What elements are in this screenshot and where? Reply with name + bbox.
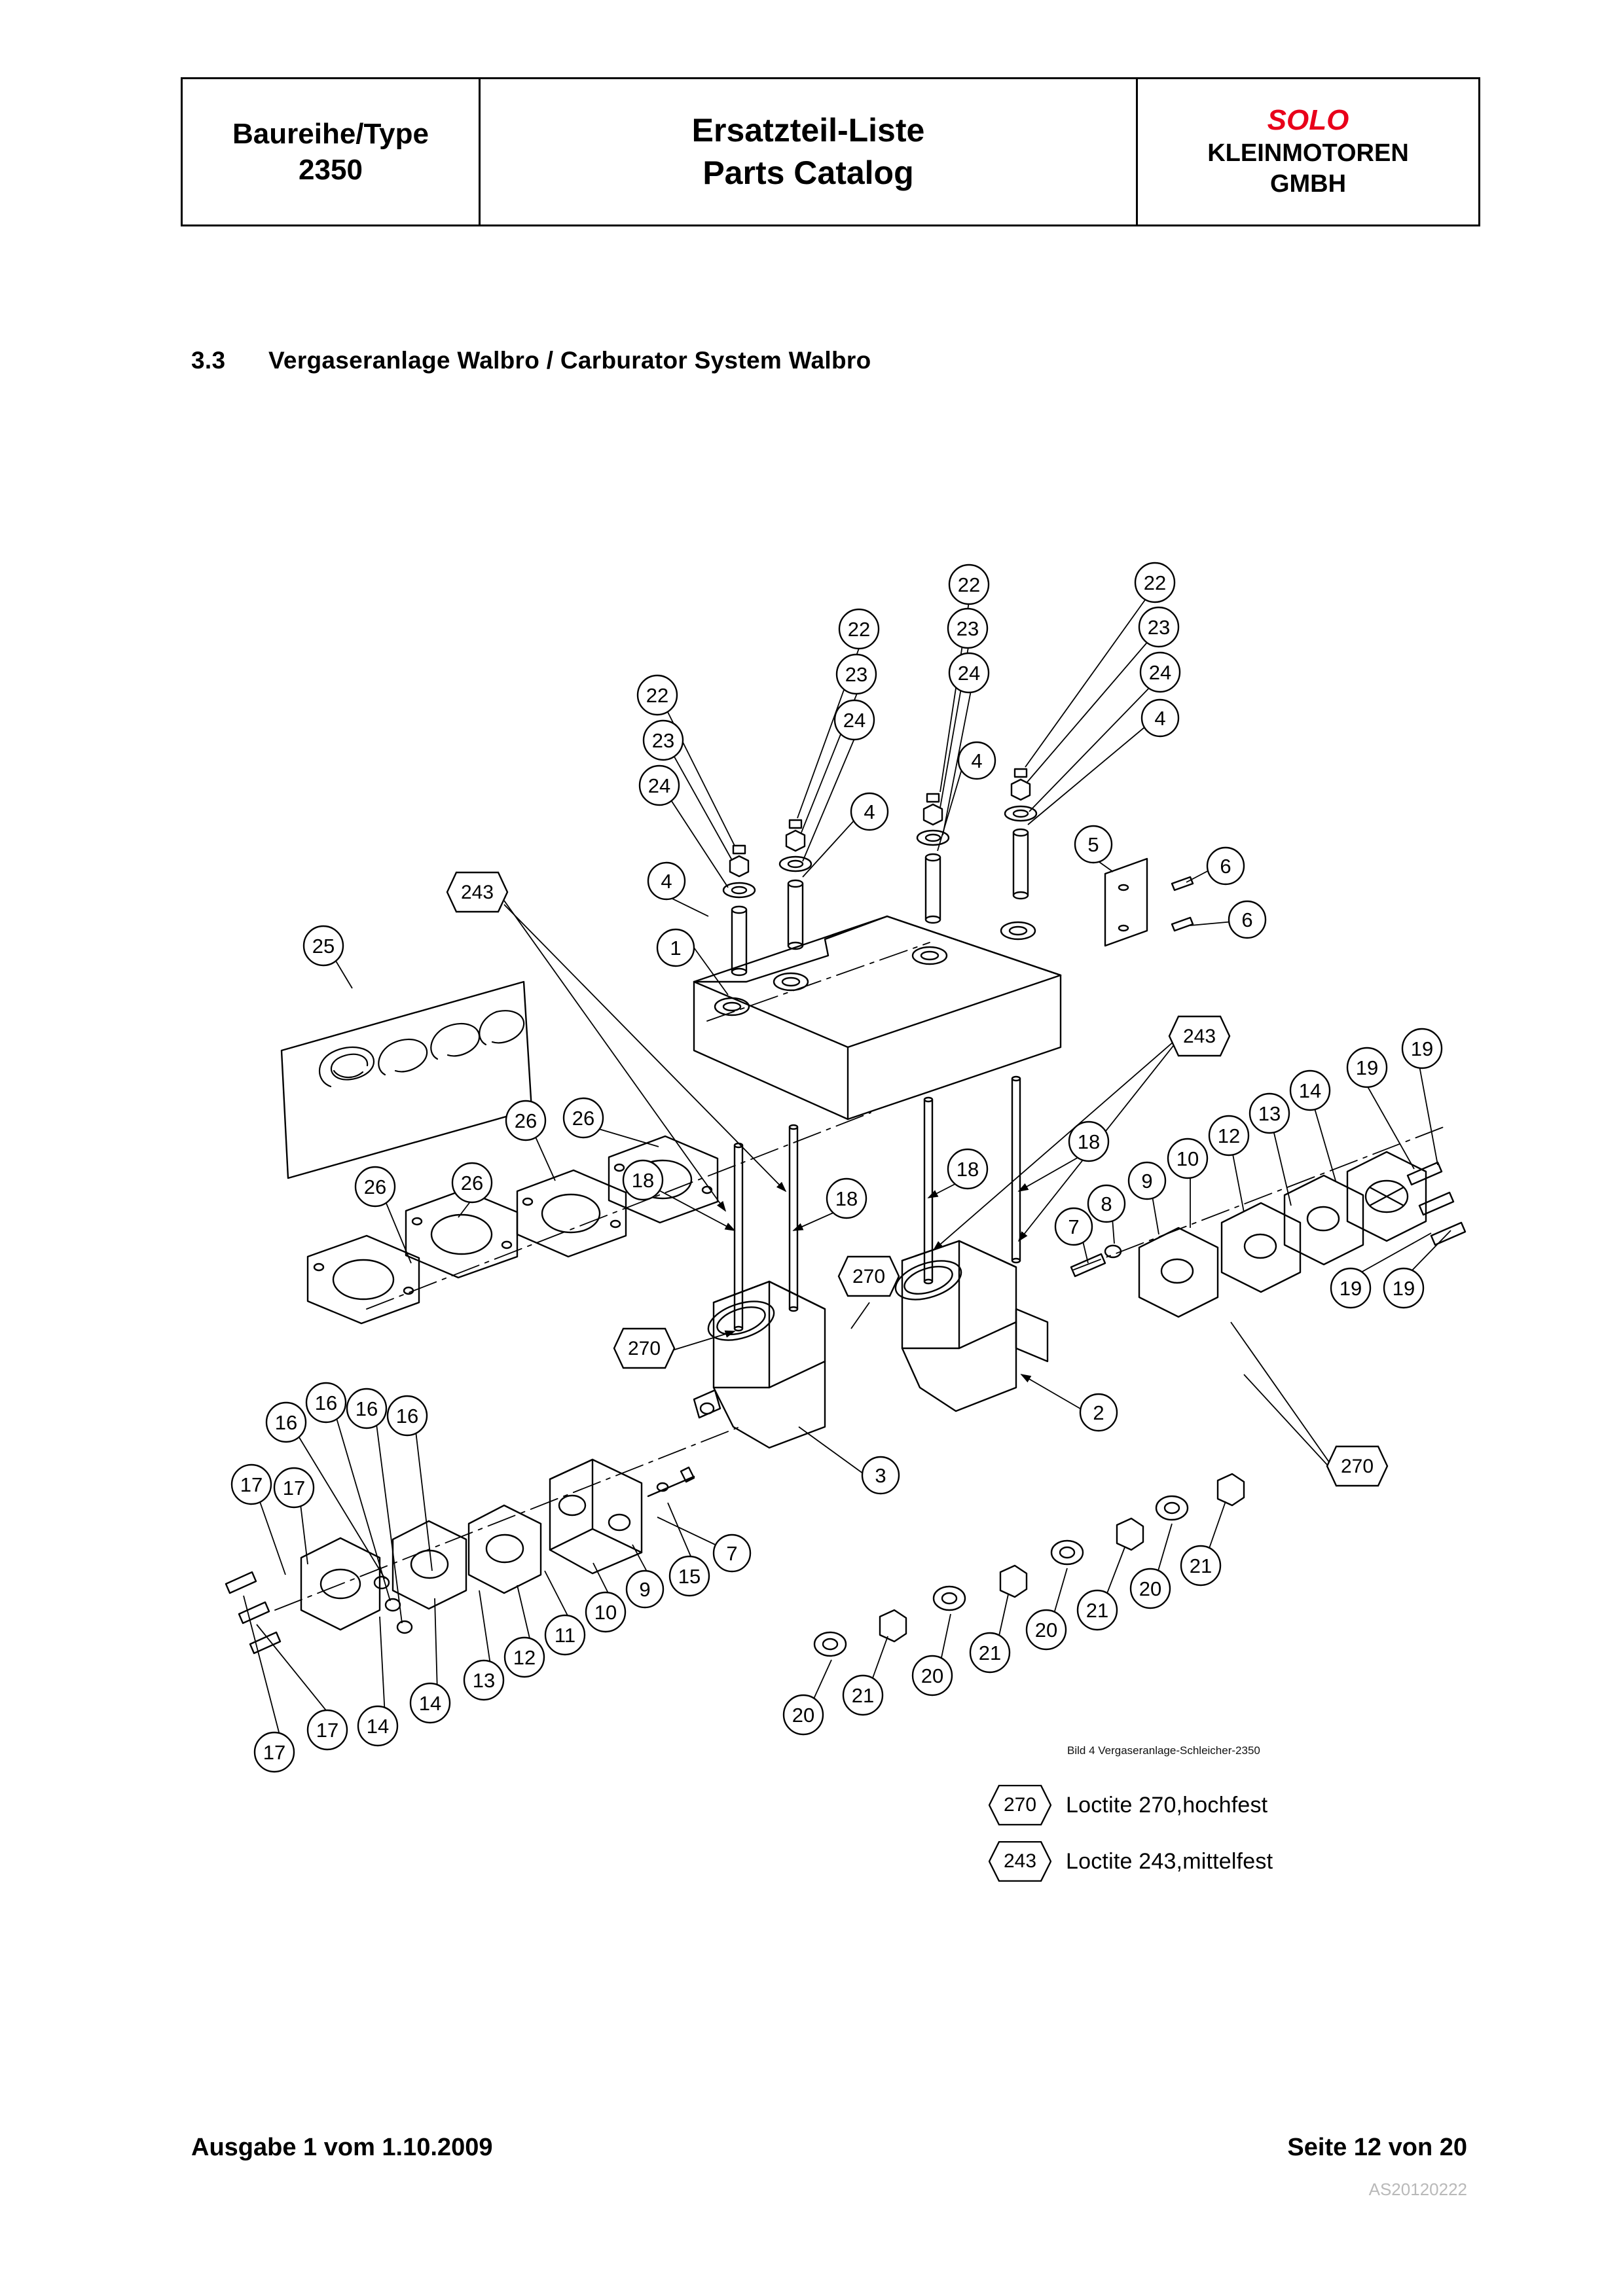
callout-13 — [464, 1660, 503, 1700]
callout-18 — [623, 1160, 663, 1200]
header-type-value: 2350 — [299, 154, 363, 186]
section-heading — [191, 347, 871, 374]
svg-text:24: 24 — [647, 774, 671, 797]
callout-10 — [586, 1592, 625, 1632]
svg-text:20: 20 — [921, 1664, 944, 1687]
svg-text:19: 19 — [1392, 1277, 1415, 1300]
footer-page: Seite 12 von 20 — [1287, 2134, 1467, 2161]
svg-text:24: 24 — [843, 709, 866, 732]
svg-text:22: 22 — [847, 618, 871, 641]
callout-1 — [657, 929, 694, 966]
svg-text:21: 21 — [1085, 1599, 1109, 1622]
svg-text:8: 8 — [1101, 1193, 1112, 1215]
brand-line2: KLEINMOTOREN — [1207, 139, 1409, 167]
callout-17 — [232, 1465, 271, 1504]
svg-text:24: 24 — [1148, 661, 1172, 684]
svg-text:18: 18 — [1077, 1130, 1101, 1153]
header-title-de: Ersatzteil-Liste — [691, 112, 925, 149]
callout-7 — [714, 1535, 750, 1571]
callout-4 — [851, 793, 888, 830]
cover-plate-part — [1105, 859, 1193, 946]
callout-24 — [1140, 653, 1180, 692]
callout-14 — [1290, 1071, 1330, 1110]
callout-17 — [255, 1732, 294, 1772]
callout-23 — [948, 609, 987, 648]
svg-text:23: 23 — [845, 663, 868, 686]
callout-10 — [1168, 1139, 1207, 1178]
svg-text:19: 19 — [1355, 1056, 1379, 1079]
legend-text-243: Loctite 243,mittelfest — [1066, 1848, 1273, 1874]
callout-4 — [1142, 700, 1178, 736]
callout-3 — [862, 1457, 899, 1494]
brand-name: SOLO — [1267, 104, 1349, 137]
svg-text:23: 23 — [651, 729, 675, 752]
svg-text:25: 25 — [312, 935, 335, 958]
callout-24 — [835, 700, 874, 740]
callout-243 — [447, 872, 507, 912]
footer-edition: Ausgabe 1 vom 1.10.2009 — [191, 2134, 493, 2161]
svg-text:10: 10 — [594, 1601, 617, 1624]
legend — [989, 1777, 1273, 1890]
svg-text:6: 6 — [1241, 908, 1253, 931]
svg-text:20: 20 — [1139, 1577, 1162, 1600]
callout-14 — [358, 1706, 397, 1746]
svg-text:7: 7 — [1068, 1215, 1080, 1238]
right-intake-manifold — [891, 1241, 1048, 1411]
svg-text:16: 16 — [274, 1411, 298, 1434]
legend-text-270: Loctite 270,hochfest — [1066, 1792, 1268, 1818]
legend-row — [989, 1777, 1273, 1833]
callout-26 — [452, 1163, 492, 1202]
callout-243 — [1169, 1016, 1230, 1056]
svg-text:2: 2 — [1093, 1401, 1104, 1424]
callout-21 — [843, 1676, 883, 1715]
svg-text:17: 17 — [282, 1477, 306, 1499]
svg-text:4: 4 — [864, 800, 875, 823]
svg-text:270: 270 — [1340, 1456, 1374, 1477]
svg-text:20: 20 — [792, 1704, 815, 1727]
callout-22 — [839, 609, 879, 649]
svg-text:21: 21 — [978, 1641, 1002, 1664]
svg-text:14: 14 — [1298, 1079, 1322, 1102]
callout-18 — [1069, 1122, 1108, 1161]
svg-text:15: 15 — [678, 1565, 701, 1588]
callout-23 — [644, 721, 683, 760]
callout-18 — [827, 1179, 866, 1218]
callout-16 — [266, 1403, 306, 1442]
svg-text:19: 19 — [1410, 1037, 1434, 1060]
callout-5 — [1075, 826, 1112, 863]
svg-text:14: 14 — [418, 1692, 442, 1715]
callout-21 — [1181, 1546, 1220, 1585]
callout-20 — [784, 1695, 823, 1734]
brand-line3: GMBH — [1269, 170, 1347, 198]
callout-9 — [1129, 1162, 1165, 1199]
header-type-cell — [183, 79, 481, 224]
callout-9 — [627, 1571, 663, 1607]
callout-23 — [837, 655, 876, 694]
figure-svg — [0, 458, 1623, 1833]
hex-marker-270 — [989, 1785, 1051, 1825]
header-title-en: Parts Catalog — [702, 154, 914, 191]
svg-text:11: 11 — [554, 1624, 576, 1647]
svg-text:22: 22 — [1143, 571, 1167, 594]
callout-11 — [545, 1615, 585, 1655]
callout-270 — [1327, 1446, 1387, 1486]
svg-text:16: 16 — [355, 1397, 378, 1420]
svg-text:270: 270 — [627, 1338, 661, 1359]
callout-16 — [347, 1389, 386, 1428]
housing-body — [694, 916, 1061, 1119]
left-intake-manifold — [694, 1282, 825, 1448]
svg-text:26: 26 — [572, 1107, 595, 1130]
exploded-view-figure — [0, 458, 1623, 1833]
legend-row — [989, 1833, 1273, 1890]
header-title-cell — [481, 79, 1138, 224]
svg-text:14: 14 — [366, 1715, 390, 1738]
callout-22 — [1135, 563, 1175, 602]
svg-text:13: 13 — [472, 1669, 496, 1692]
svg-text:17: 17 — [316, 1719, 339, 1742]
callout-22 — [638, 675, 677, 715]
svg-text:12: 12 — [513, 1646, 536, 1669]
svg-text:243: 243 — [460, 882, 494, 903]
callout-15 — [670, 1556, 709, 1596]
callout-23 — [1139, 607, 1178, 647]
svg-text:23: 23 — [1147, 616, 1171, 639]
callout-20 — [913, 1656, 952, 1695]
svg-text:18: 18 — [631, 1169, 655, 1192]
svg-text:9: 9 — [639, 1578, 651, 1601]
callout-26 — [506, 1101, 545, 1140]
callout-270 — [839, 1257, 899, 1296]
header-type-label: Baureihe/Type — [232, 118, 429, 150]
leader-lines — [244, 592, 1451, 1742]
svg-text:1: 1 — [670, 937, 682, 960]
callout-24 — [949, 653, 989, 692]
figure-caption: Bild 4 Vergaseranlage-Schleicher-2350 — [1067, 1744, 1260, 1757]
callout-19 — [1384, 1268, 1423, 1308]
svg-text:26: 26 — [363, 1175, 387, 1198]
callout-24 — [640, 766, 679, 805]
svg-text:26: 26 — [514, 1109, 538, 1132]
callout-7 — [1055, 1208, 1092, 1245]
callout-26 — [356, 1167, 395, 1206]
nameplate-part — [282, 982, 532, 1178]
svg-text:4: 4 — [971, 749, 983, 772]
callout-270 — [614, 1329, 674, 1368]
svg-text:12: 12 — [1217, 1124, 1241, 1147]
svg-text:18: 18 — [956, 1158, 979, 1181]
svg-text:20: 20 — [1034, 1619, 1058, 1641]
svg-text:16: 16 — [395, 1405, 419, 1427]
svg-text:23: 23 — [956, 617, 979, 640]
gasket-group-left — [308, 1190, 517, 1323]
hex-marker-270-label: 270 — [1003, 1794, 1037, 1816]
svg-text:17: 17 — [240, 1473, 263, 1496]
callout-12 — [505, 1638, 544, 1677]
header-brand-cell — [1138, 79, 1478, 224]
svg-text:19: 19 — [1339, 1277, 1362, 1300]
callout-19 — [1347, 1048, 1387, 1087]
svg-text:10: 10 — [1176, 1147, 1199, 1170]
callout-20 — [1027, 1610, 1066, 1649]
svg-text:4: 4 — [1154, 707, 1166, 730]
callout-8 — [1088, 1185, 1125, 1222]
svg-text:26: 26 — [460, 1172, 484, 1194]
callout-17 — [308, 1710, 347, 1749]
hex-marker-243 — [989, 1841, 1051, 1882]
svg-text:7: 7 — [726, 1542, 738, 1565]
svg-text:21: 21 — [1189, 1554, 1213, 1577]
svg-text:270: 270 — [852, 1266, 886, 1287]
svg-text:9: 9 — [1141, 1170, 1153, 1193]
svg-text:13: 13 — [1258, 1102, 1281, 1125]
footer-code: AS20120222 — [1368, 2179, 1467, 2199]
svg-text:21: 21 — [851, 1684, 875, 1707]
hex-marker-243-label: 243 — [1003, 1850, 1037, 1872]
callout-6 — [1229, 901, 1266, 938]
svg-text:243: 243 — [1182, 1026, 1216, 1047]
callout-4 — [648, 863, 685, 899]
callout-2 — [1080, 1394, 1117, 1431]
callout-25 — [304, 926, 343, 965]
callout-26 — [564, 1098, 603, 1138]
callout-22 — [949, 565, 989, 604]
svg-text:16: 16 — [314, 1391, 338, 1414]
callout-21 — [970, 1633, 1010, 1672]
svg-text:17: 17 — [263, 1741, 286, 1764]
svg-text:6: 6 — [1220, 855, 1231, 878]
section-number: 3.3 — [191, 347, 226, 374]
svg-text:5: 5 — [1087, 833, 1099, 856]
svg-text:22: 22 — [646, 684, 669, 707]
document-header — [181, 77, 1480, 226]
callout-12 — [1209, 1116, 1249, 1155]
callout-19 — [1402, 1029, 1442, 1068]
callout-6 — [1207, 848, 1244, 884]
callout-13 — [1250, 1094, 1289, 1133]
svg-text:22: 22 — [957, 573, 981, 596]
svg-text:18: 18 — [835, 1187, 858, 1210]
callout-4 — [958, 742, 995, 779]
callout-18 — [948, 1149, 987, 1189]
callout-19 — [1331, 1268, 1370, 1308]
callout-21 — [1078, 1590, 1117, 1630]
callout-16 — [388, 1396, 427, 1435]
svg-text:4: 4 — [661, 870, 672, 893]
callout-14 — [410, 1683, 450, 1723]
section-title: Vergaseranlage Walbro / Carburator System Walbro — [268, 347, 871, 374]
callout-16 — [306, 1383, 346, 1422]
callout-20 — [1131, 1569, 1170, 1608]
svg-text:24: 24 — [957, 662, 981, 685]
callout-17 — [274, 1468, 314, 1507]
svg-text:3: 3 — [875, 1464, 886, 1487]
